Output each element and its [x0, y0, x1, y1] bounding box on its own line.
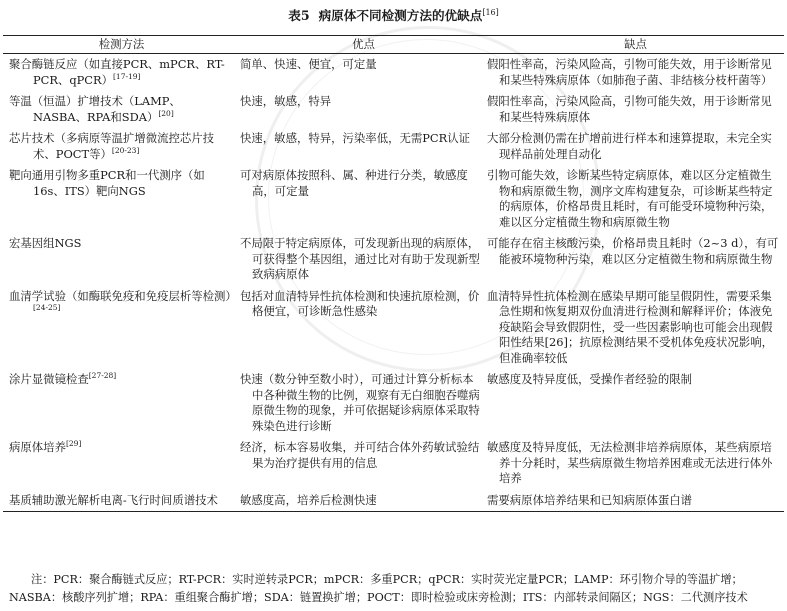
cons-cell: [487, 91, 784, 128]
cons-cell: [487, 128, 784, 165]
header-cons: 缺点: [624, 36, 647, 51]
methods-table: [3, 35, 784, 512]
pros-text: 敏感度高，培养后检测快速: [240, 492, 377, 507]
cons-text: 假阳性率高，污染风险高，引物可能失效，用于诊断常见和某些特殊病原体: [487, 94, 772, 124]
table-row: [3, 437, 784, 490]
cons-cell: [487, 369, 784, 437]
cons-cell: [487, 233, 784, 286]
table-row: [3, 369, 784, 437]
pros-text: 包括对血清特异性抗体检测和快速抗原检测，价格便宜，可诊断急性感染: [240, 288, 480, 318]
method-name: 涂片显微镜检查: [9, 372, 89, 386]
table-row: [3, 165, 784, 233]
method-cell: [3, 437, 240, 490]
cons-cell: [487, 490, 784, 512]
method-ref: [27-28]: [88, 371, 117, 381]
table-row: [3, 91, 784, 128]
table-row: [3, 286, 784, 370]
method-cell: [3, 369, 240, 437]
method-ref: [20-23]: [111, 145, 140, 155]
table-row: [3, 233, 784, 286]
method-name: 基质辅助激光解析电离-飞行时间质谱技术: [9, 492, 218, 507]
method-cell: [3, 490, 240, 512]
cons-cell: [487, 165, 784, 233]
header-method: 检测方法: [98, 36, 145, 51]
method-cell: [3, 54, 240, 92]
cons-cell: [487, 437, 784, 490]
cons-text: 需要病原体培养结果和已知病原体蛋白谱: [487, 492, 693, 507]
pros-text: 快速（数分钟至数小时），可通过计算分析标本中各种微生物的比例，观察有无白细胞吞噬病原微生物的现象，并可依据疑诊病原体采取特殊染色进行诊断: [240, 372, 480, 433]
pros-cell: [240, 91, 487, 128]
method-ref: [17-19]: [113, 71, 141, 81]
header-pros: 优点: [352, 36, 375, 51]
cons-cell: [487, 54, 784, 92]
cons-text: 引物可能失效，诊断某些特定病原体，难以区分定植微生物和病原微生物，测序文库构建复杂，可诊断某些特定的病原体，价格昂贵且耗时，有可能受环境物种污染，难以区分定植微生物和病原微生物: [487, 168, 773, 229]
pros-cell: [240, 286, 487, 370]
cons-text: 敏感度及特异度低，受操作者经验的限制: [487, 372, 693, 386]
method-name: 聚合酶链反应（如直接PCR、mPCR、RT-PCR、qPCR）: [9, 57, 225, 87]
pros-cell: [240, 437, 487, 490]
method-ref: [20]: [158, 108, 174, 118]
pros-cell: [240, 165, 487, 233]
pros-text: 快速，敏感，特异: [240, 94, 332, 108]
method-cell: [3, 165, 240, 233]
pros-cell: [240, 490, 487, 512]
method-cell: [3, 91, 240, 128]
table-number: 表5: [288, 8, 310, 23]
pros-cell: [240, 233, 487, 286]
method-name: 病原体培养: [9, 440, 66, 454]
pros-cell: [240, 369, 487, 437]
cons-text: 假阳性率高，污染风险高，引物可能失效，用于诊断常见和某些特殊病原体（如肺孢子菌、非结核分枝杆菌等）: [487, 57, 773, 87]
pros-cell: [240, 54, 487, 92]
pros-cell: [240, 128, 487, 165]
method-name: 血清学试验（如酶联免疫和免疫层析等检测）: [9, 288, 237, 303]
table-title: [0, 6, 787, 25]
table-row: [3, 490, 784, 512]
table-footnote: 注：PCR：聚合酶链式反应；RT-PCR：实时逆转录PCR；mPCR：多重PCR；qPCR：实时荧光定量PCR；LAMP：环引物介导的等温扩增；NASBA：核酸序列扩增；RPA：重组聚合酶扩增；SDA：链置换扩增；POCT：即时检验或床旁检测；ITS：内部转录间隔区；NGS：二代测序技术: [9, 573, 748, 604]
cons-text: 可能存在宿主核酸污染，价格昂贵且耗时（2~3 d），有可能被环境物种污染，难以区分定植微生物和病原微生物: [487, 236, 779, 266]
pros-text: 快速，敏感，特异，污染率低，无需PCR认证: [240, 131, 470, 145]
method-cell: [3, 286, 240, 370]
method-ref: [24-25]: [33, 303, 61, 313]
method-cell: [3, 128, 240, 165]
pros-text: 可对病原体按照科、属、种进行分类，敏感度高，可定量: [240, 168, 468, 198]
table-row: [3, 128, 784, 165]
method-name: 等温（恒温）扩增技术（LAMP、NASBA、RPA和SDA）: [9, 94, 181, 124]
method-ref: [29]: [65, 439, 82, 449]
method-name: 芯片技术（多病原等温扩增微流控芯片技术、POCT等）: [9, 131, 215, 161]
table-caption-ref: [16]: [482, 7, 499, 17]
cons-cell: [487, 286, 784, 370]
table-header-row: [3, 36, 784, 54]
method-cell: [3, 233, 240, 286]
method-name: 宏基因组NGS: [9, 236, 82, 250]
cons-text: 大部分检测仍需在扩增前进行样本和速算提取，未完全实现样品前处理自动化: [487, 131, 772, 161]
method-name: 靶向通用引物多重PCR和一代测序（如16s、ITS）靶向NGS: [9, 168, 205, 198]
table-row: [3, 54, 784, 92]
table-caption: 病原体不同检测方法的优缺点: [318, 8, 483, 23]
pros-text: 经济，标本容易收集，并可结合体外药敏试验结果为治疗提供有用的信息: [240, 440, 480, 470]
pros-text: 简单、快速、便宜，可定量: [240, 57, 377, 71]
cons-text: 敏感度及特异度低，无法检测非培养病原体，某些病原培养十分耗时，某些病原微生物培养困难或无法进行体外培养: [487, 440, 773, 485]
cons-text: 血清特异性抗体检测在感染早期可能呈假阴性，需要采集急性期和恢复期双份血清进行检测和解释评价；体液免疫缺陷会导致假阴性，受一些因素影响也可能会出现假阳性结果[26]；抗原检测结果不受机体免疫状况影响，但准确率较低: [487, 288, 773, 365]
pros-text: 不局限于特定病原体，可发现新出现的病原体，可获得整个基因组，通过比对有助于发现新型致病病原体: [240, 236, 480, 281]
